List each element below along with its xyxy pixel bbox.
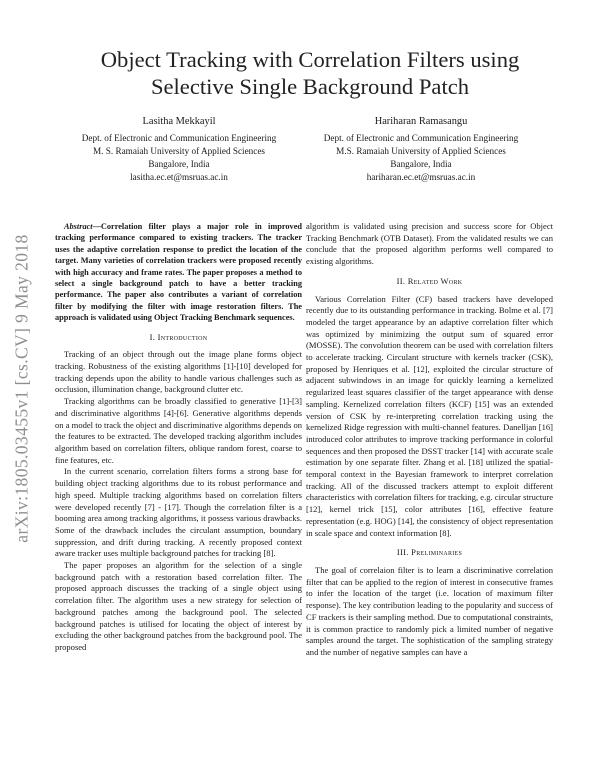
author-university: M. S. Ramaiah University of Applied Sciences: [93, 145, 265, 156]
intro-paragraph: The paper proposes an algorithm for the selection of a single background patch with a restoration based correlation filter. The proposed approach discusses the tracking of a single object using correlation filter. The algorithm uses a new strategy for selection of background patches among the background pool. The selected background patches is utilised for locating the object of interest by excluding the other background patches from the background pool. The proposed: [55, 560, 302, 652]
abstract-text: —Correlation filter plays a major role in improved tracking performance compared to existing trackers. The tracker uses the adaptive correlation response to predict the location of the target. Many varieties of correlation trackers were proposed recently with high accuracy and frame rates. The paper proposes a method to select a single background patch to have a better tracking performance. The paper also contributes a variant of correlation filter by modifying the filter with image restoration filters. The approach is validated using Object Tracking Benchmark sequences.: [55, 222, 302, 323]
author-email: lasitha.ec.et@msruas.ac.in: [130, 171, 228, 182]
paper-title: [50, 46, 570, 100]
author-city: Bangalore, India: [390, 158, 452, 169]
intro-paragraph: Tracking of an object through out the image plane forms object tracking. Robustness of the existing algorithms [1]-[10] developed for tracking depends upon the ability to handle various challenges such as occlusion, illumination change, background clutter etc.: [55, 349, 302, 395]
section-heading-preliminaries: III. Preliminaries: [396, 547, 463, 558]
intro-continuation: algorithm is validated using precision and success score for Object Tracking Benchmark (OTB Dataset). From the validated results we can conclude that the proposed algorithm performs well compared to existing algorithms.: [306, 221, 553, 267]
related-work-paragraph: Various Correlation Filter (CF) based trackers have developed recently due to its outstanding performance in tracking. Bolme et al. [7] modeled the target appearance by an adaptive correlation filter which was optimized by minimizing the output sum of squared error (MOSSE). The convolution theorem can be used with correlation filters to accelerate tracking. Circulant structure with kernels tracker (CSK), proposed by Henriques et al. [12], exploited the circular structure of adjacent subwindows in an image for quickly learning a kernelized regularized least squares classifier of the target appearance with dense sampling. Kernelized correlation filters (KCF) [15] was an extended version of CSK by re-interpreting correlation tracking using the kernelized Ridge regression with multi-channel features. Danelljan [16] introduced color attributes to improve tracking performance in colorful sequences and then proposed the DSST tracker [14] with accurate scale estimation by one separate filter. Zhang et al. [18] utilized the spatial-temporal context in the Bayesian framework to interpret correlation tracking. All of the discussed trackers attempt to exploit different characteristics with correlation filters for tracking, e.g. circular structure [12], kernel trick [15], color attributes [16], effective feature representation (e.g. HOG) [14], the consistency of object representation in scale space and context information [8].: [306, 293, 553, 538]
author-name: Hariharan Ramasangu: [374, 116, 468, 127]
section-heading-related-work: II. Related Work: [396, 275, 463, 286]
abstract: [55, 221, 302, 324]
left-column: [55, 221, 302, 654]
abstract-label: Abstract: [64, 222, 93, 231]
title-line-1: Object Tracking with Correlation Filters using: [100, 47, 520, 72]
author-city: Bangalore, India: [148, 158, 210, 169]
right-column: [306, 221, 553, 659]
author-email: hariharan.ec.et@msruas.ac.in: [366, 171, 476, 182]
author-name: Lasitha Mekkayil: [142, 116, 216, 127]
arxiv-stamp: arXiv:1805.03455v1 [cs.CV] 9 May 2018: [11, 234, 32, 543]
author-block-1: [49, 116, 309, 184]
section-heading-introduction: I. Introduction: [149, 331, 208, 342]
title-line-2: Selective Single Background Patch: [150, 74, 470, 99]
preliminaries-paragraph: The goal of correlaion filter is to learn a discriminative correlation filter that can be applied to the region of interest in consecutive frames to infer the location of the target (i.e. location of maximum filter response). The key contribution leading to the popularity and success of CF trackers is their sampling method. Due to computational constraints, it is common practice to randomly pick a limited number of negative samples around the target. The sophistication of the sampling strategy and the number of negative samples can have a: [306, 564, 553, 657]
intro-paragraph: Tracking algorithms can be broadly classified to generative [1]-[3] and discriminative algorithms [4]-[6]. Generative algorithms depends on a model to track the object and discriminative algorithms depends on the features to be extracted. The developed tracking algorithm includes algorithm based on correlation filters, oblique random forest, coarse to fine features, etc.: [55, 396, 302, 465]
intro-paragraph: In the current scenario, correlation filters forms a strong base for building object tracking algorithms due to its robust performance and high speed. Multiple tracking algorithms based on correlation filters were developed recently [7] - [17]. Though the correlation filter is a booming area among tracking algorithms, it possess various drawbacks. Some of the drawback includes the circulant assumption, boundary suppression, and drift during tracking. A recently proposed context aware tracker uses multiple background patches for tracking [8].: [55, 466, 302, 559]
author-block-2: [291, 116, 551, 184]
author-dept: Dept. of Electronic and Communication Engineering: [81, 132, 277, 143]
author-university: M.S. Ramaiah University of Applied Sciences: [336, 145, 506, 156]
author-dept: Dept. of Electronic and Communication Engineering: [323, 132, 519, 143]
